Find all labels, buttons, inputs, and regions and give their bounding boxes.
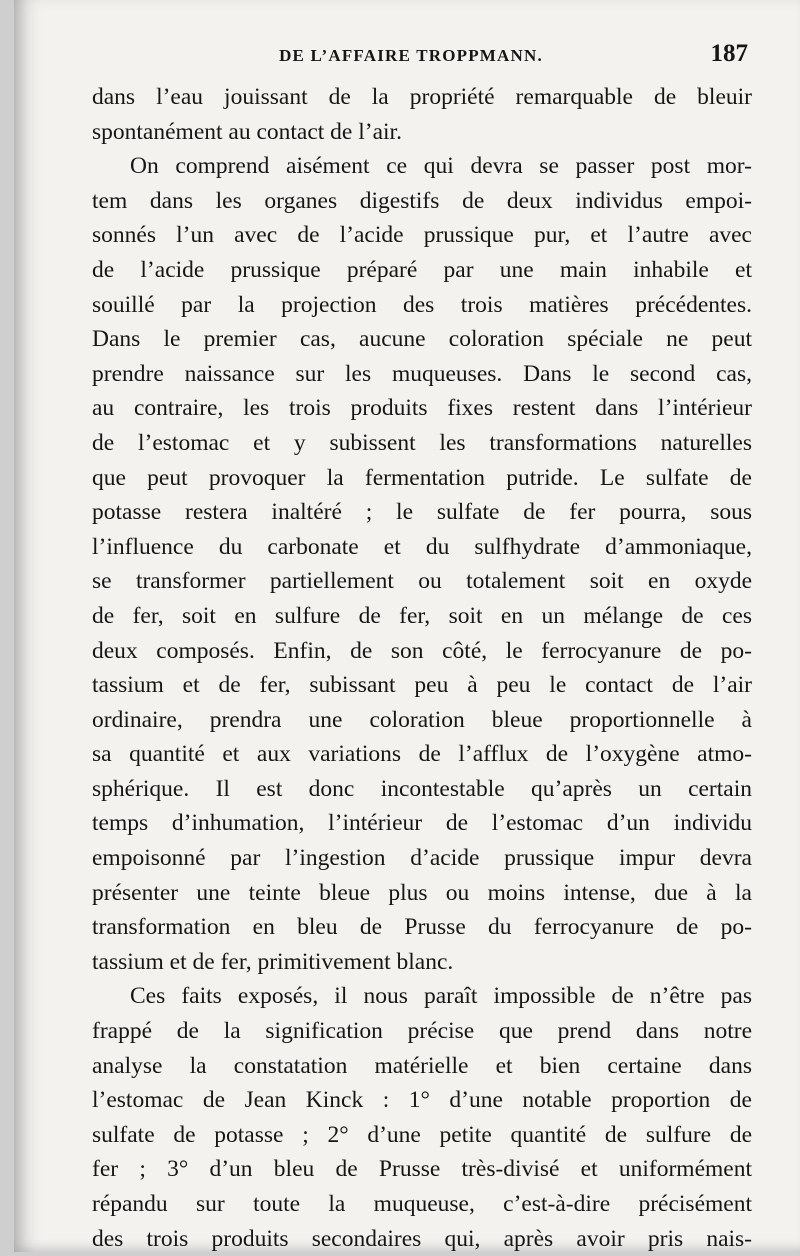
text-line: empoisonné par l’ingestion d’acide prussique impur devra bbox=[92, 845, 752, 872]
text-line: prendre naissance sur les muqueuses. Dans le second cas, bbox=[92, 360, 752, 387]
text-line: sulfate de potasse ; 2° d’une petite quantité de sulfure de bbox=[92, 1121, 752, 1148]
text-line: tem dans les organes digestifs de deux individus empoi- bbox=[92, 187, 752, 214]
running-title: DE L’AFFAIRE TROPPMANN. bbox=[279, 46, 543, 65]
text-line: Dans le premier cas, aucune coloration spéciale ne peut bbox=[92, 326, 752, 353]
text-line: On comprend aisément ce qui devra se passer post mor- bbox=[130, 153, 752, 180]
text-line: sa quantité et aux variations de l’afflux de l’oxygène atmo- bbox=[92, 741, 752, 768]
text-line: spontanément au contact de l’air. bbox=[92, 118, 402, 145]
text-line: dans l’eau jouissant de la propriété remarquable de bleuir bbox=[92, 84, 752, 110]
body-text bbox=[92, 80, 752, 1256]
text-line: au contraire, les trois produits fixes restent dans l’intérieur bbox=[92, 395, 752, 422]
text-line: des trois produits secondaires qui, après avoir pris nais- bbox=[92, 1225, 752, 1252]
text-line: présenter une teinte bleue plus ou moins intense, due à la bbox=[92, 879, 752, 906]
text-line: temps d’inhumation, l’intérieur de l’estomac d’un individu bbox=[92, 810, 752, 837]
text-line: répandu sur toute la muqueuse, c’est-à-dire précisément bbox=[92, 1191, 752, 1217]
text-line: souillé par la projection des trois matières précédentes. bbox=[92, 291, 752, 318]
page-number: 187 bbox=[710, 40, 748, 67]
text-line: de l’estomac et y subissent les transformations naturelles bbox=[92, 429, 752, 456]
book-page bbox=[14, 0, 800, 1252]
text-line: deux composés. Enfin, de son côté, le ferrocyanure de po- bbox=[92, 637, 752, 664]
page-header bbox=[74, 38, 748, 72]
text-line: tassium et de fer, subissant peu à peu le contact de l’air bbox=[92, 672, 752, 699]
text-line: fer ; 3° d’un bleu de Prusse très-divisé et uniformément bbox=[92, 1156, 752, 1183]
text-line: Ces faits exposés, il nous paraît impossible de n’être pas bbox=[130, 983, 752, 1010]
text-line: transformation en bleu de Prusse du ferrocyanure de po- bbox=[92, 914, 752, 941]
text-line: sonnés l’un avec de l’acide prussique pur, et l’autre avec bbox=[92, 222, 752, 249]
text-line: tassium et de fer, primitivement blanc. bbox=[92, 948, 454, 975]
text-line: frappé de la signification précise que prend dans notre bbox=[92, 1018, 752, 1045]
text-line: sphérique. Il est donc incontestable qu’après un certain bbox=[92, 775, 752, 802]
text-line: de l’acide prussique préparé par une main inhabile et bbox=[92, 256, 752, 283]
text-line: l’estomac de Jean Kinck : 1° d’une notable proportion de bbox=[92, 1087, 752, 1114]
text-line: se transformer partiellement ou totalement soit en oxyde bbox=[92, 568, 752, 595]
text-line: de fer, soit en sulfure de fer, soit en un mélange de ces bbox=[92, 602, 752, 629]
text-line: potasse restera inaltéré ; le sulfate de fer pourra, sous bbox=[92, 499, 752, 526]
text-line: que peut provoquer la fermentation putride. Le sulfate de bbox=[92, 464, 752, 491]
text-line: ordinaire, prendra une coloration bleue proportionnelle à bbox=[92, 706, 752, 733]
text-line: l’influence du carbonate et du sulfhydrate d’ammoniaque, bbox=[92, 533, 752, 560]
text-line: analyse la constatation matérielle et bien certaine dans bbox=[92, 1052, 752, 1079]
